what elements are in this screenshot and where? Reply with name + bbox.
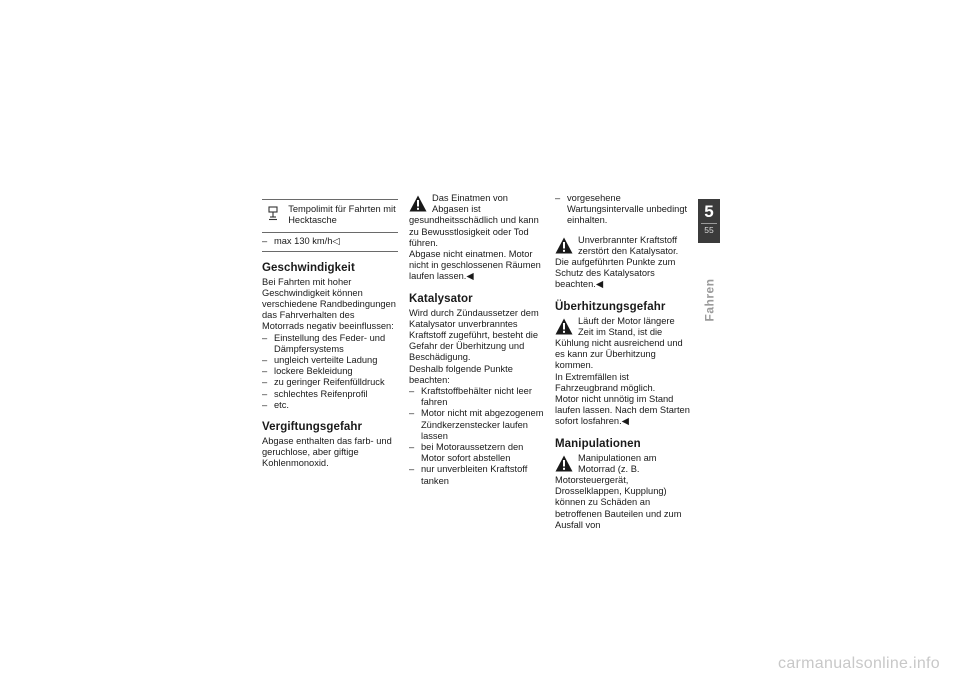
list-item: – ungleich verteilte Ladung (262, 355, 378, 366)
heading-overheat: Überhitzungsgefahr (555, 300, 666, 313)
page-number: 55 (704, 225, 714, 235)
info-box (262, 199, 398, 252)
info-box-text: Tempolimit für Fahrten mit Hecktasche (288, 204, 396, 226)
warning-text: Unverbrannter Kraftstoff zerstört den Katalysator. (578, 234, 679, 256)
chapter-tab (698, 199, 720, 243)
catalyst-list (409, 386, 546, 487)
chapter-side-label: Fahren (702, 278, 717, 322)
warning-block-exhaust (409, 193, 546, 283)
heading-speed: Geschwindigkeit (262, 261, 355, 274)
chapter-number: 5 (704, 202, 714, 221)
warning-block-catalyst (555, 235, 692, 291)
heading-manipulation: Manipulationen (555, 437, 641, 450)
warning-icon (409, 195, 427, 212)
warning-icon (555, 455, 573, 472)
warning-text: Das Einatmen von Abgasen ist gesundheitsschädlich und kann zu Bewusstlosigkeit oder Tod führen. (409, 193, 539, 248)
list-item: – vorgesehene Wartungsintervalle unbedingt einhalten. (555, 193, 688, 226)
warning-icon (555, 318, 573, 335)
warning-block-overheat (555, 316, 692, 428)
list-item: – bei Motoraussetzern den Motor sofort abstellen (409, 442, 524, 464)
heading-catalyst: Katalysator (409, 292, 473, 305)
info-box-item: – max 130 km/h◁ (262, 236, 340, 247)
list-item: – Motor nicht mit abgezogenem Zündkerzenstecker laufen lassen (409, 408, 544, 441)
continued-list (555, 193, 692, 227)
column-3 (555, 193, 692, 531)
column-2 (409, 193, 546, 487)
speed-paragraph: Bei Fahrten mit hoher Geschwindigkeit können verschiedene Randbedingungen das Fahrverhalten des Motorrads negativ beeinflussen: (262, 276, 396, 332)
list-item: – schlechtes Reifenprofil (262, 388, 368, 399)
warning-text: Manipulationen am Motorrad (z. B. Motorsteuergerät, Drosselklappen, Kupplung) können zu Schäden an betroffenen Bauteilen und zum Ausfall von (555, 452, 682, 530)
warning-text-2: In Extremfällen ist Fahrzeugbrand möglich. (555, 371, 656, 393)
list-item: – Einstellung des Feder- und Dämpfersystems (262, 332, 386, 354)
speed-limit-icon (262, 204, 281, 221)
watermark: carmanualsonline.info (778, 655, 940, 672)
warning-icon (555, 237, 573, 254)
catalyst-paragraph-2: Deshalb folgende Punkte beachten: (409, 363, 513, 385)
warning-text-3: Motor nicht unnötig im Stand laufen lassen. Nach dem Starten sofort losfahren.◀ (555, 394, 690, 427)
warning-block-manipulation (555, 453, 692, 531)
warning-text-2: Die aufgeführten Punkte zum Schutz des Katalysators beachten.◀ (555, 257, 676, 290)
list-item: – etc. (262, 399, 289, 410)
list-item: – zu geringer Reifenfülldruck (262, 377, 385, 388)
list-item: – lockere Bekleidung (262, 366, 353, 377)
heading-poison: Vergiftungsgefahr (262, 421, 363, 434)
speed-list (262, 333, 398, 411)
list-item: – nur unverbleiten Kraftstoff tanken (409, 464, 528, 486)
warning-text: Läuft der Motor längere Zeit im Stand, ist die Kühlung nicht ausreichend und es kann zur Überhitzung kommen. (555, 315, 683, 371)
catalyst-paragraph: Wird durch Zündaussetzer dem Katalysator unverbranntes Kraftstoff zugeführt, besteht die Gefahr der Überhitzung und Beschädigung. (409, 307, 539, 363)
warning-text-2: Abgase nicht einatmen. Motor nicht in geschlossenen Räumen laufen lassen.◀ (409, 249, 541, 282)
poison-paragraph: Abgase enthalten das farb- und geruchlose, aber giftige Kohlenmonoxid. (262, 436, 392, 469)
column-1 (262, 199, 398, 470)
list-item: – Kraftstoffbehälter nicht leer fahren (409, 386, 532, 408)
